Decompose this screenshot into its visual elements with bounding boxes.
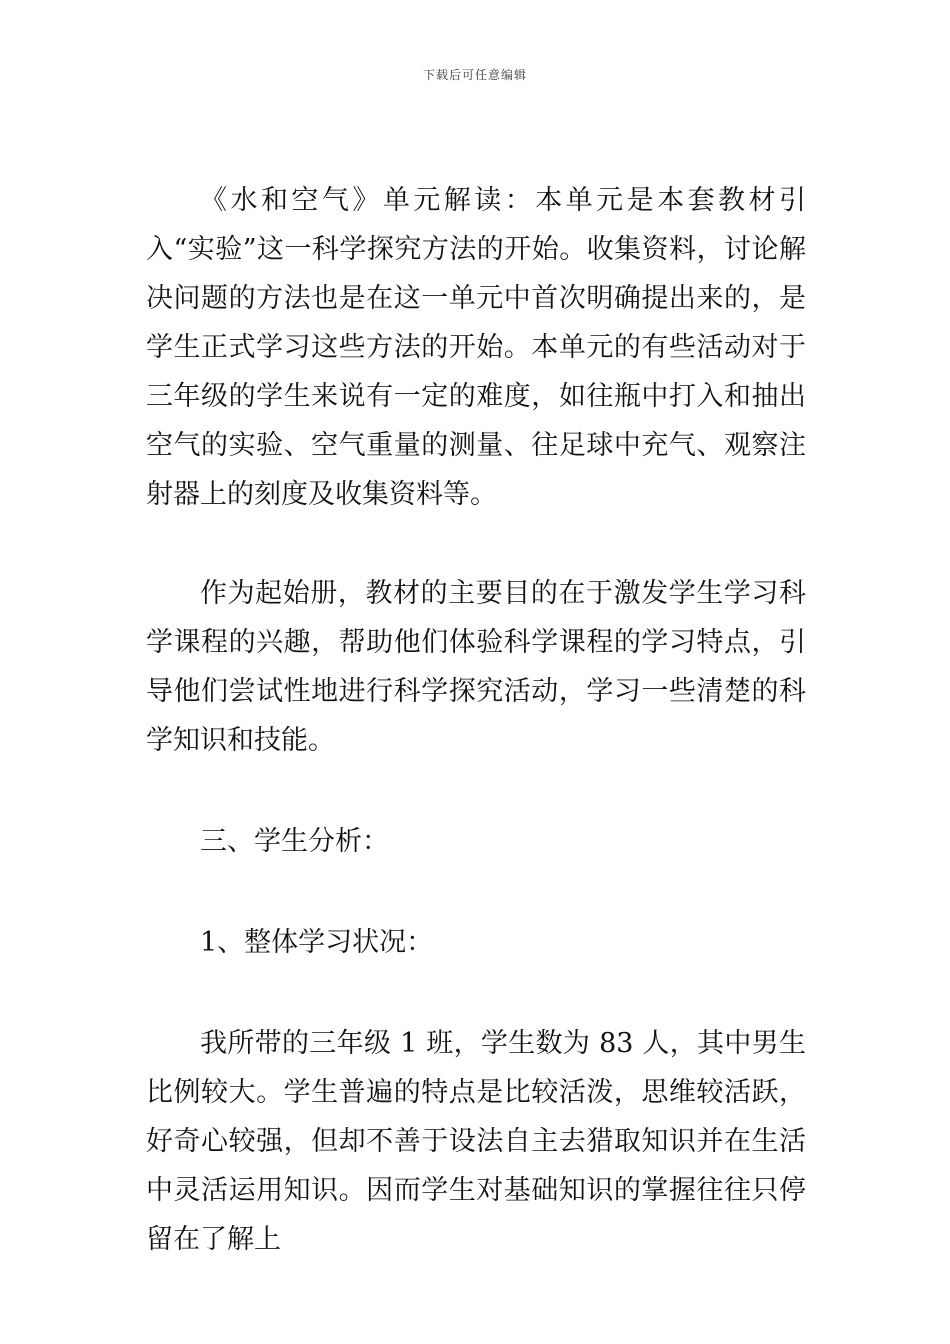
paragraph-class-overview: 我所带的三年级 1 班，学生数为 83 人，其中男生比例较大。学生普遍的特点是比较活泼，思维较活跃，好奇心较强，但却不善于设法自主去猎取知识并在生活中灵活运用知识。因而学生对基础知识的掌握往往只停留在了解上 <box>146 1028 806 1255</box>
paragraph-spacer <box>146 967 806 1019</box>
paragraph-unit-intro: 《水和空气》单元解读：本单元是本套教材引入“实验”这一科学探究方法的开始。收集资料，讨论解决问题的方法也是在这一单元中首次明确提出来的，是学生正式学习这些方法的开始。本单元的有些活动对于三年级的学生来说有一定的难度，如往瓶中打入和抽出空气的实验、空气重量的测量、往足球中充气、观察注射器上的刻度及收集资料等。 <box>146 185 806 510</box>
paragraph-spacer <box>146 866 806 918</box>
paragraph-spacer <box>146 765 806 817</box>
page-header: 下载后可任意编辑 <box>422 68 527 82</box>
document-body <box>146 176 806 1264</box>
section-heading-student-analysis: 三、学生分析： <box>200 826 389 857</box>
paragraph-textbook-purpose: 作为起始册，教材的主要目的在于激发学生学习科学课程的兴趣，帮助他们体验科学课程的学习特点，引导他们尝试性地进行科学探究活动，学习一些清楚的科学知识和技能。 <box>146 578 806 756</box>
paragraph-spacer <box>146 519 806 569</box>
subsection-heading-overall-learning: 1、整体学习状况： <box>200 927 434 958</box>
